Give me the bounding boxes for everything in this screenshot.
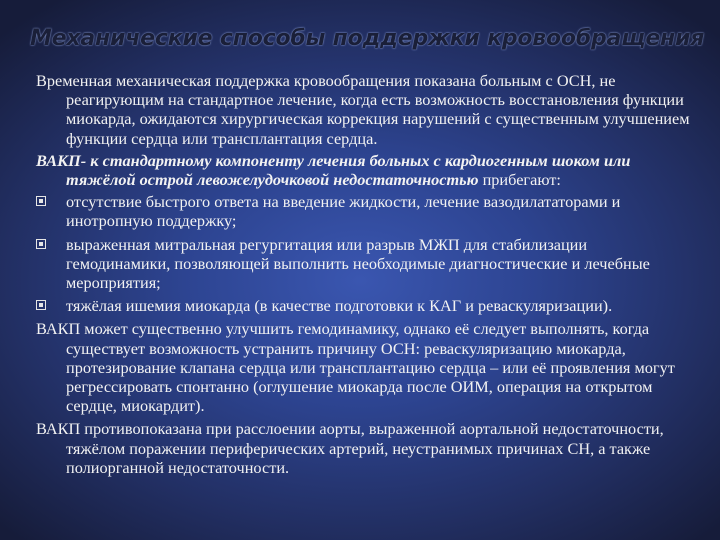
list-item	[36, 296, 692, 315]
intro-paragraph: Временная механическая поддержка кровообращения показана больным с ОСН, не реагирующим на стандартное лечение, когда есть возможность восстановления функции миокарда, ожидаются хирургическая коррекция нарушений с существенным улучшением функции сердца или трансплантация сердца.	[36, 71, 690, 148]
improve-paragraph: ВАКП может существенно улучшить гемодинамику, однако её следует выполнять, когда существует возможность устранить причину ОСН: реваскуляризацию миокарда, протезирование клапана сердца или трансплантацию сердца – или её проявления могут регрессировать спонтанно (оглушение миокарда после ОИМ, операция на открытом сердце, миокардит).	[36, 319, 675, 416]
vakp-tail: прибегают:	[478, 170, 561, 190]
slide-title: Механические способы поддержки кровообращения	[30, 26, 705, 51]
bullet-text: тяжёлая ишемия миокарда (в качестве подготовки к КАГ и реваскуляризации).	[66, 296, 613, 316]
bullet-text: выраженная митральная регургитация или разрыв МЖП для стабилизации гемодинамики, позволяющей выполнить необходимые диагностические и лечебные мероприятия;	[66, 234, 650, 293]
square-bullet-icon	[36, 300, 46, 310]
bullet-text: отсутствие быстрого ответа на введение жидкости, лечение вазодилататорами и инотропную поддержку;	[66, 192, 621, 231]
list-item	[36, 235, 692, 293]
contraindication-paragraph: ВАКП противопоказана при расслоении аорты, выраженной аортальной недостаточности, тяжёлом поражении периферических артерий, неустранимых причинах СН, а также полиорганной недостаточности.	[36, 419, 664, 477]
list-item	[36, 192, 692, 230]
square-bullet-icon	[36, 239, 46, 249]
vakp-lead-term: ВАКП-	[36, 150, 87, 170]
square-bullet-icon	[36, 196, 46, 206]
vakp-lead-text: к стандартному компоненту лечения больных с кардиогенным шоком или тяжёлой острой левожелудочковой недостаточностью	[66, 150, 631, 190]
slide-body	[36, 71, 692, 481]
vakp-paragraph	[36, 151, 692, 189]
